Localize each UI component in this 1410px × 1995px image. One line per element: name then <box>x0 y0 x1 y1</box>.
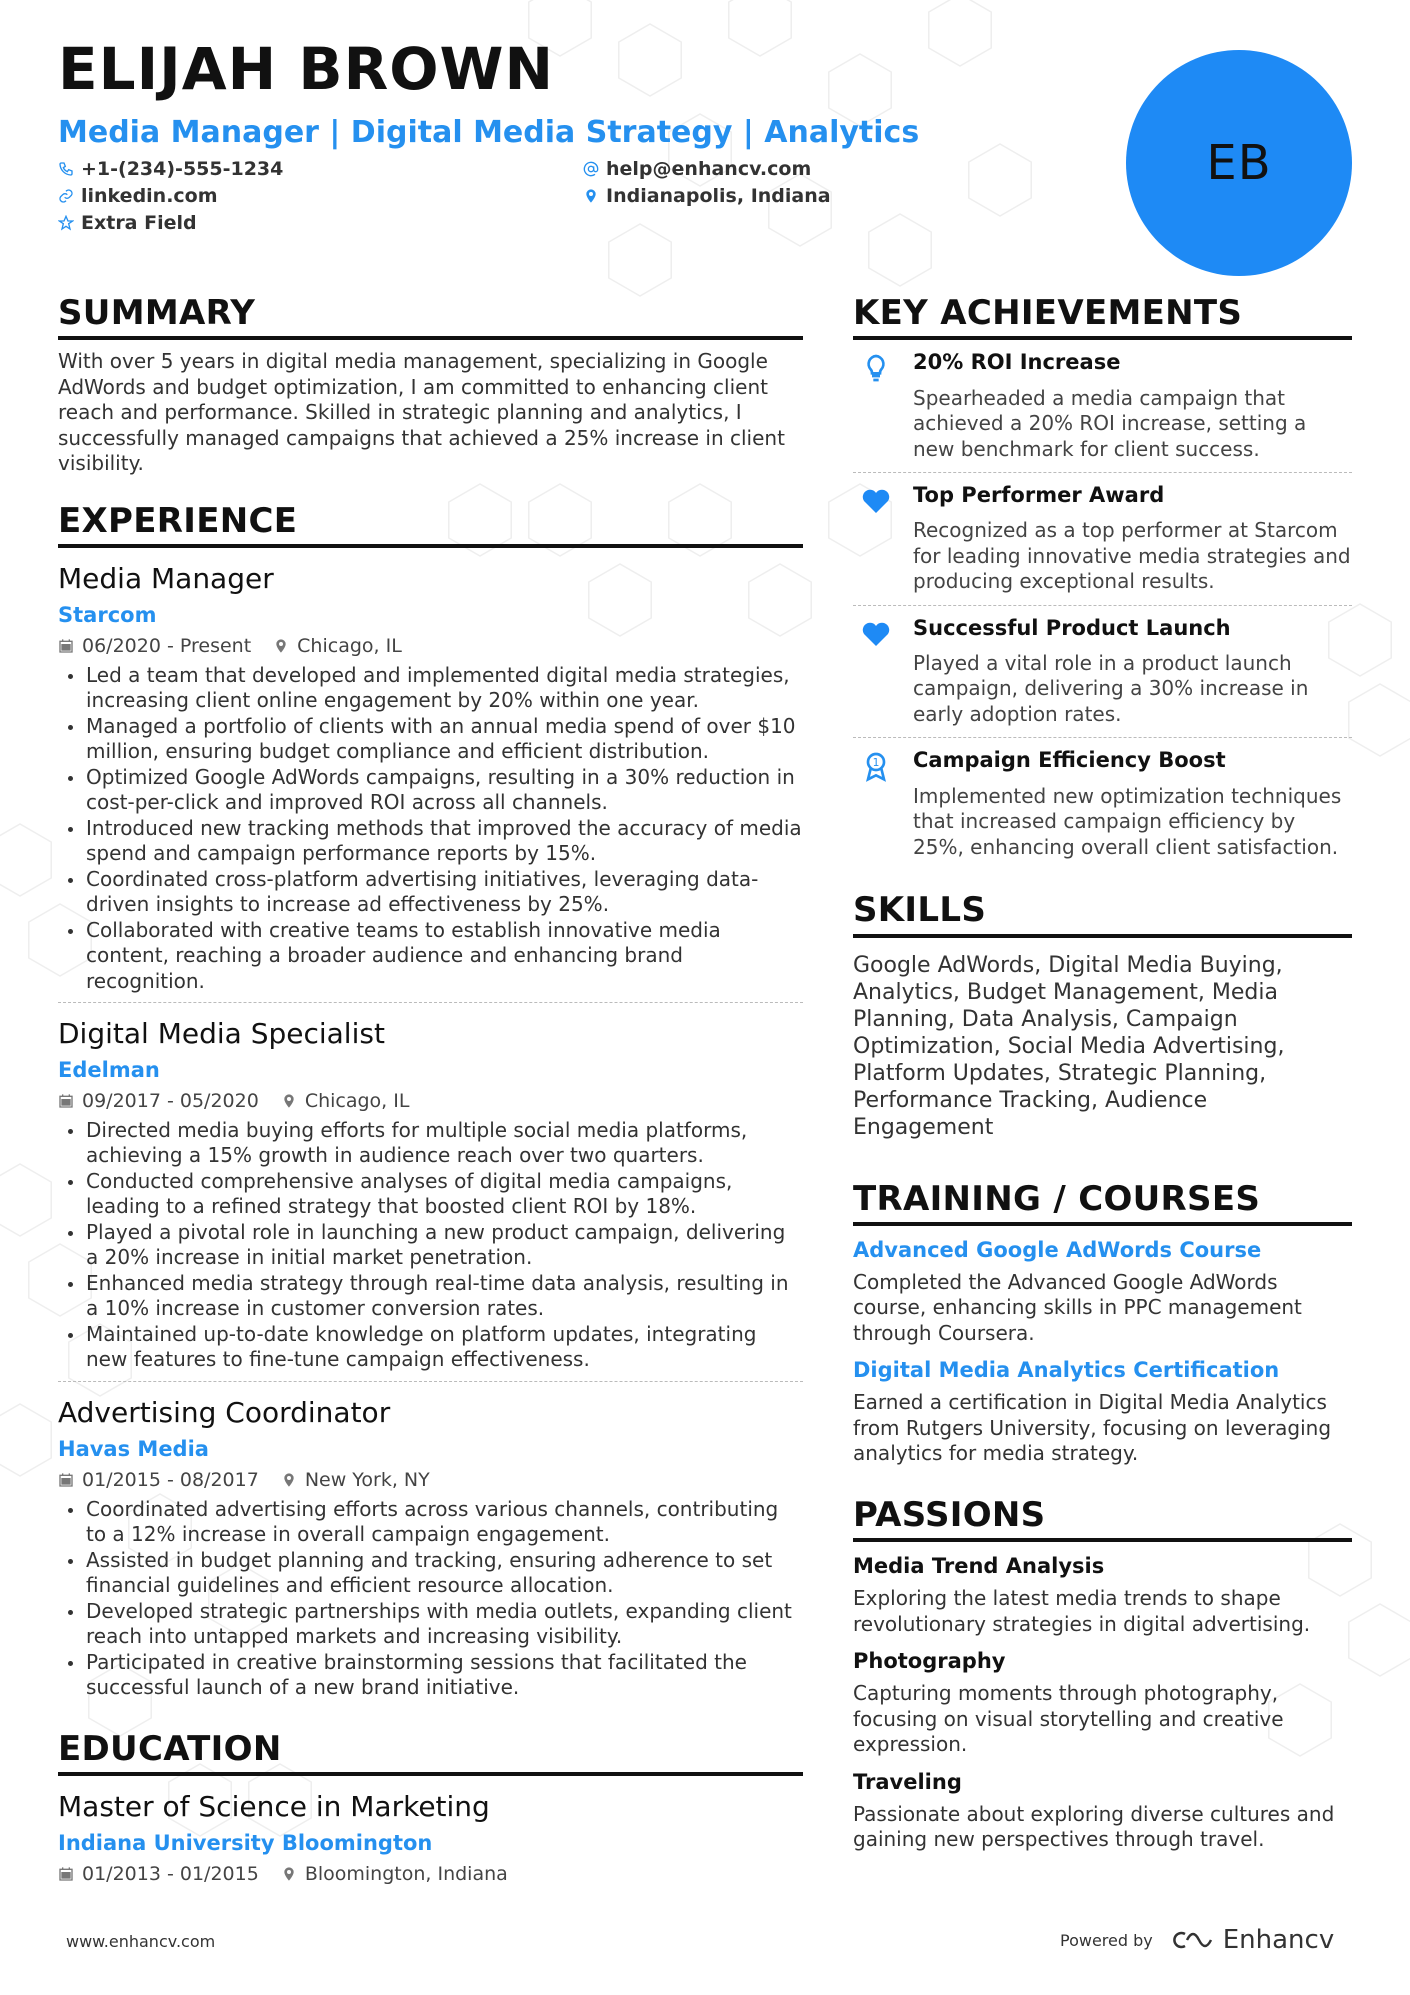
summary-heading: SUMMARY <box>58 295 803 340</box>
lightbulb-icon <box>860 352 892 384</box>
hexagon-shape <box>0 1404 51 1476</box>
job-title: Digital Media Specialist <box>58 1017 385 1051</box>
job-title: Media Manager <box>58 562 274 596</box>
achievement-title: Campaign Efficiency Boost <box>913 748 1226 773</box>
bullet-item: Enhanced media strategy through real-time data analysis, resulting in a 10% increase in customer conversion rates. <box>58 1271 803 1322</box>
course-desc: Earned a certification in Digital Media Analytics from Rutgers University, focusing on leveraging analytics for media strategy. <box>853 1390 1332 1466</box>
hexagon-shape <box>0 1164 51 1236</box>
job-meta <box>58 635 803 657</box>
achievements-heading: KEY ACHIEVEMENTS <box>853 295 1352 340</box>
email-text: help@enhancv.com <box>606 158 812 180</box>
job-dates: 01/2015 - 08/2017 <box>82 1468 259 1491</box>
bullet-item: Optimized Google AdWords campaigns, resulting in a 30% reduction in cost-per-click and improved ROI across all channels. <box>58 765 803 816</box>
achievements-section <box>853 295 1352 870</box>
company-name: Starcom <box>58 602 157 627</box>
experience-section <box>58 500 803 1701</box>
achievement-title: Successful Product Launch <box>913 615 1231 640</box>
job-bullets <box>58 663 803 995</box>
skills-text: Google AdWords, Digital Media Buying, Analytics, Budget Management, Media Planning, Data Analysis, Campaign Optimization, Social Media Advertising, Platform Updates, Strategic Planning, Performance Tracking, Audience Engagement <box>853 952 1285 1140</box>
bullet-item: Managed a portfolio of clients with an annual media spend of over $10 million, ensuring budget compliance and efficient distribution. <box>58 714 803 765</box>
company-name: Havas Media <box>58 1436 209 1461</box>
job-dates: 09/2017 - 05/2020 <box>82 1089 259 1112</box>
passion-desc: Passionate about exploring diverse cultures and gaining new perspectives through travel. <box>853 1801 1335 1852</box>
enhancv-logo <box>1169 1925 1334 1955</box>
education-meta <box>58 1863 803 1885</box>
achievement-desc: Recognized as a top performer at Starcom for leading innovative media strategies and producing exceptional results. <box>913 518 1351 594</box>
achievement-item <box>853 340 1352 473</box>
bullet-item: Played a pivotal role in launching a new product campaign, delivering a 20% increase in initial market penetration. <box>58 1220 803 1271</box>
location-pin-icon <box>281 1472 297 1488</box>
school-name: Indiana University Bloomington <box>58 1830 433 1855</box>
phone-text: +1-(234)-555-1234 <box>81 158 284 180</box>
hexagon-shape <box>1349 684 1410 756</box>
passions-heading: PASSIONS <box>853 1497 1352 1542</box>
phone-contact[interactable] <box>58 158 283 180</box>
heart-icon <box>860 618 892 650</box>
achievement-desc: Played a vital role in a product launch campaign, delivering a 30% increase in early adoption rates. <box>913 650 1309 726</box>
bullet-item: Participated in creative brainstorming sessions that facilitated the successful launch of a new brand initiative. <box>58 1650 803 1701</box>
bullet-item: Coordinated advertising efforts across various channels, contributing to a 12% increase in overall campaign engagement. <box>58 1497 803 1548</box>
extra-field-contact <box>58 212 197 234</box>
heart-icon <box>860 485 892 517</box>
job-location: New York, NY <box>304 1468 430 1491</box>
job-meta <box>58 1090 803 1112</box>
company-name: Edelman <box>58 1057 160 1082</box>
footer-website[interactable]: www.enhancv.com <box>66 1932 216 1951</box>
education-entry <box>58 1790 803 1885</box>
enhancv-logo-icon <box>1169 1928 1215 1952</box>
enhancv-brand-text: Enhancv <box>1222 1925 1335 1955</box>
calendar-icon <box>58 638 74 654</box>
svg-text:1: 1 <box>872 756 880 770</box>
powered-by-label: Powered by <box>1060 1930 1153 1950</box>
location-pin-icon <box>273 638 289 654</box>
skills-heading: SKILLS <box>853 892 1352 937</box>
job-location: Chicago, IL <box>297 634 402 657</box>
achievement-desc: Spearheaded a media campaign that achieved a 20% ROI increase, setting a new benchmark for client success. <box>913 385 1307 461</box>
achievement-title: Top Performer Award <box>913 483 1165 508</box>
job-meta <box>58 1469 803 1491</box>
extra-field-text: Extra Field <box>81 212 197 234</box>
bullet-item: Led a team that developed and implemented digital media strategies, increasing client online engagement by 20% within one year. <box>58 663 803 714</box>
job-title: Advertising Coordinator <box>58 1395 391 1429</box>
job-dates: 06/2020 - Present <box>82 634 252 657</box>
divider <box>58 1381 803 1382</box>
avatar-initials: EB <box>1206 135 1272 191</box>
passions-section <box>853 1494 1352 1853</box>
course-title: Advanced Google AdWords Course <box>853 1237 1262 1262</box>
linkedin-text: linkedin.com <box>81 185 218 207</box>
passion-title: Traveling <box>853 1769 962 1794</box>
achievement-item <box>853 473 1352 606</box>
job-entry <box>58 562 803 1003</box>
bullet-item: Directed media buying efforts for multiple social media platforms, achieving a 15% growth in audience reach over two quarters. <box>58 1118 803 1169</box>
passion-title: Media Trend Analysis <box>853 1554 1105 1579</box>
avatar <box>1126 50 1352 276</box>
candidate-name: ELIJAH BROWN <box>58 35 555 103</box>
passion-desc: Capturing moments through photography, focusing on visual storytelling and creative expression. <box>853 1681 1284 1757</box>
job-bullets <box>58 1497 803 1701</box>
email-contact[interactable] <box>583 158 811 180</box>
location-pin-icon <box>281 1866 297 1882</box>
bullet-item: Collaborated with creative teams to establish innovative media content, reaching a broader audience and enhancing brand recognition. <box>58 918 803 995</box>
bullet-item: Assisted in budget planning and tracking, ensuring adherence to set financial guidelines and efficient resource allocation. <box>58 1548 803 1599</box>
experience-heading: EXPERIENCE <box>58 503 803 548</box>
achievement-item <box>853 738 1352 870</box>
calendar-icon <box>58 1093 74 1109</box>
at-sign-icon <box>583 161 599 177</box>
summary-text: With over 5 years in digital media management, specializing in Google AdWords and budget optimization, I am committed to enhancing client reach and performance. Skilled in strategic planning and analytics, I successfully managed campaigns that achieved a 25% increase in client visibility. <box>58 349 785 476</box>
left-column <box>58 295 803 1885</box>
education-heading: EDUCATION <box>58 1731 803 1776</box>
location-contact <box>583 185 831 207</box>
hexagon-shape <box>0 824 51 896</box>
candidate-headline: Media Manager | Digital Media Strategy | Analytics <box>58 115 920 150</box>
award-ribbon-icon <box>860 750 892 782</box>
education-section <box>58 1728 803 1885</box>
course-desc: Completed the Advanced Google AdWords course, enhancing skills in PPC management through Coursera. <box>853 1269 1302 1345</box>
training-heading: TRAINING / COURSES <box>853 1181 1352 1226</box>
job-location: Chicago, IL <box>304 1089 410 1112</box>
education-location: Bloomington, Indiana <box>304 1862 508 1885</box>
bullet-item: Maintained up-to-date knowledge on platform updates, integrating new features to fine-tune campaign effectiveness. <box>58 1322 803 1373</box>
bullet-item: Introduced new tracking methods that improved the accuracy of media spend and campaign performance reports by 15%. <box>58 816 803 867</box>
link-icon <box>58 188 74 204</box>
location-pin-icon <box>583 188 599 204</box>
degree-title: Master of Science in Marketing <box>58 1789 490 1823</box>
divider <box>58 1002 803 1003</box>
achievement-desc: Implemented new optimization techniques that increased campaign efficiency by 25%, enhancing overall client satisfaction. <box>913 783 1342 859</box>
bullet-item: Developed strategic partnerships with media outlets, expanding client reach into untapped markets and increasing visibility. <box>58 1599 803 1650</box>
location-text: Indianapolis, Indiana <box>606 185 831 207</box>
location-pin-icon <box>281 1093 297 1109</box>
skills-section <box>853 892 1352 1140</box>
course-title: Digital Media Analytics Certification <box>853 1358 1280 1383</box>
right-column <box>853 295 1352 1853</box>
footer-branding[interactable] <box>1060 1925 1334 1955</box>
calendar-icon <box>58 1472 74 1488</box>
education-dates: 01/2013 - 01/2015 <box>82 1862 259 1885</box>
achievement-item <box>853 606 1352 739</box>
linkedin-contact[interactable] <box>58 185 218 207</box>
bullet-item: Coordinated cross-platform advertising initiatives, leveraging data-driven insights to increase ad effectiveness by 25%. <box>58 867 803 918</box>
phone-icon <box>58 161 74 177</box>
training-section <box>853 1178 1352 1467</box>
hexagon-shape <box>1349 1604 1410 1676</box>
bullet-item: Conducted comprehensive analyses of digital media campaigns, leading to a refined strategy that boosted client ROI by 18%. <box>58 1169 803 1220</box>
star-icon <box>58 215 74 231</box>
achievement-title: 20% ROI Increase <box>913 350 1121 375</box>
job-entry <box>58 1396 803 1701</box>
resume-header <box>58 35 1078 240</box>
job-entry <box>58 1017 803 1382</box>
job-bullets <box>58 1118 803 1373</box>
passion-desc: Exploring the latest media trends to shape revolutionary strategies in digital advertising. <box>853 1586 1311 1636</box>
summary-section <box>58 295 803 477</box>
passion-title: Photography <box>853 1649 1006 1674</box>
calendar-icon <box>58 1866 74 1882</box>
